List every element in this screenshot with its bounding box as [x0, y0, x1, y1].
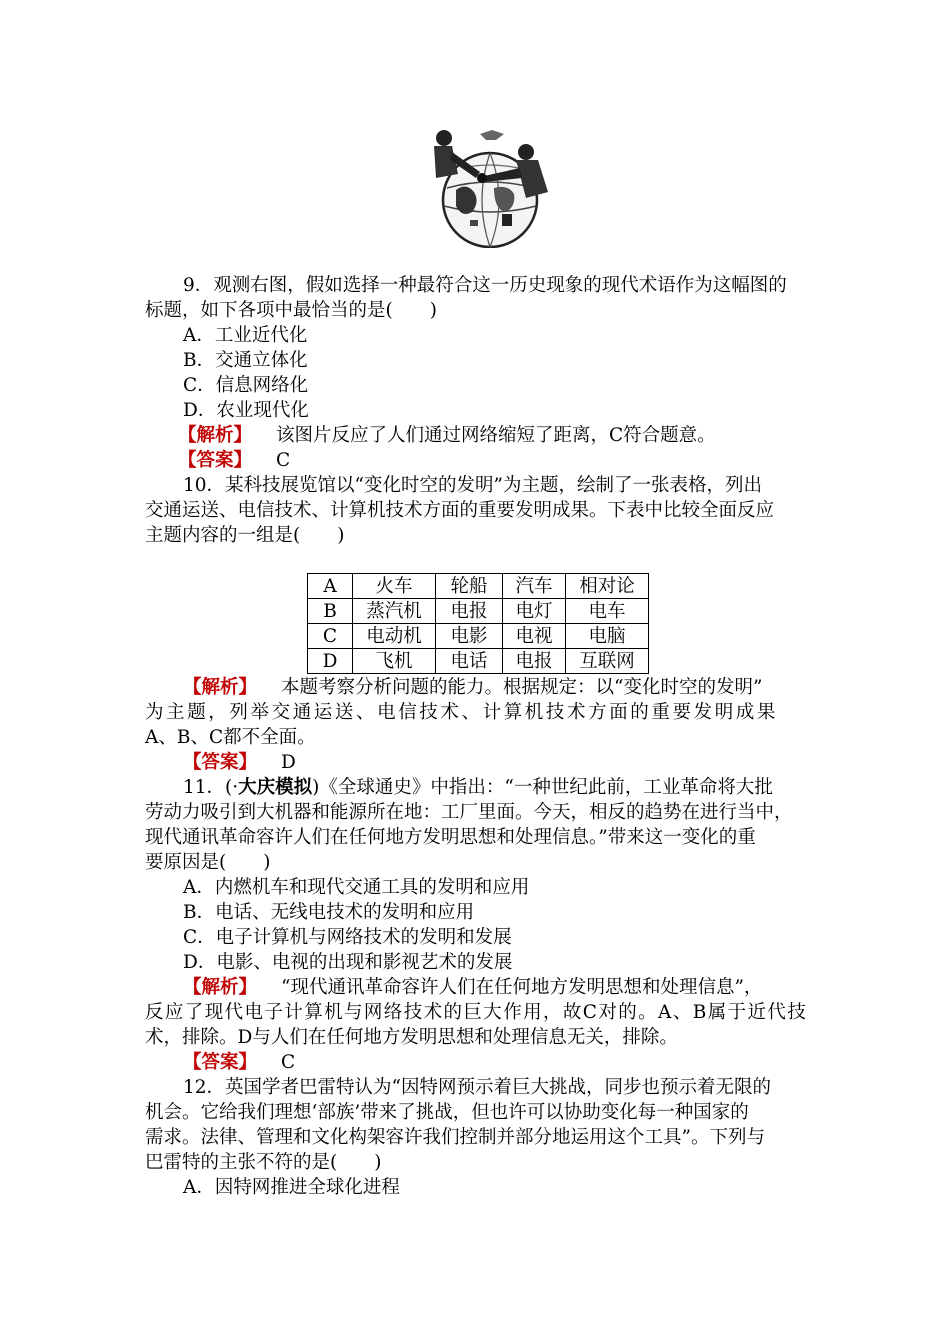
- table-cell: 电报: [503, 649, 566, 674]
- q10-analysis-line2: 为主题，列举交通运送、电信技术、计算机技术方面的重要发明成果: [145, 702, 779, 723]
- q11-option-c: C．电子计算机与网络技术的发明和发展: [183, 927, 512, 948]
- q11-stem-line4: 要原因是( ): [145, 852, 271, 873]
- table-cell: 蒸汽机: [353, 599, 436, 624]
- q9-analysis-text: 该图片反应了人们通过网络缩短了距离，C符合题意。: [276, 425, 716, 446]
- analysis-tag: 【解析】: [183, 677, 258, 698]
- q9-stem-line1: 9．观测右图，假如选择一种最符合这一历史现象的现代术语作为这幅图的: [183, 275, 787, 296]
- q11-analysis-line3: 术，排除。D与人们在任何地方发明思想和处理信息无关，排除。: [145, 1027, 678, 1048]
- table-cell: 电报: [436, 599, 503, 624]
- q12-stem-line4: 巴雷特的主张不符的是( ): [145, 1152, 382, 1173]
- table-row: [308, 624, 649, 649]
- table-cell: 汽车: [503, 574, 566, 599]
- q10-stem-line2: 交通运送、电信技术、计算机技术方面的重要发明成果。下表中比较全面反应: [145, 500, 775, 521]
- table-cell: 飞机: [353, 649, 436, 674]
- globe-handshake-figure: [422, 128, 560, 248]
- q12-stem-line1: 12．英国学者巴雷特认为“因特网预示着巨大挑战，同步也预示着无限的: [183, 1077, 772, 1098]
- q10-answer: [183, 750, 296, 775]
- q9-answer-text: C: [276, 450, 291, 471]
- q9-answer: [178, 448, 290, 473]
- q9-option-b: B．交通立体化: [183, 350, 308, 371]
- table-cell: B: [308, 599, 353, 624]
- q11-answer: [183, 1050, 295, 1075]
- q10-analysis-line3: A、B、C都不全面。: [145, 727, 316, 748]
- answer-tag: 【答案】: [178, 450, 253, 471]
- table-cell: 电动机: [353, 624, 436, 649]
- answer-tag: 【答案】: [183, 752, 258, 773]
- q12-option-a: A．因特网推进全球化进程: [183, 1177, 400, 1198]
- q11-analysis-text: “现代通讯革命容许人们在任何地方发明思想和处理信息”，: [281, 977, 763, 998]
- table-cell: 电脑: [566, 624, 649, 649]
- q11-analysis-line1: [183, 975, 762, 1000]
- q10-analysis-text: 本题考察分析问题的能力。根据规定：以“变化时空的发明”: [281, 677, 763, 698]
- q10-answer-text: D: [281, 752, 296, 773]
- q11-option-a: A．内燃机车和现代交通工具的发明和应用: [183, 877, 530, 898]
- table-cell: 电话: [436, 649, 503, 674]
- table-cell: 电影: [436, 624, 503, 649]
- q11-stem-rest: )《全球通史》中指出：“一种世纪此前，工业革命将大批: [312, 777, 773, 798]
- top-emblem-icon: [480, 130, 504, 140]
- handshake-icon: [477, 173, 487, 183]
- q10-stem-line1: 10．某科技展览馆以“变化时空的发明”为主题，绘制了一张表格，列出: [183, 475, 762, 496]
- q11-answer-text: C: [281, 1052, 296, 1073]
- table-cell: D: [308, 649, 353, 674]
- table-cell: 电视: [503, 624, 566, 649]
- q9-option-c: C．信息网络化: [183, 375, 309, 396]
- q12-stem-line2: 机会。它给我们理想‘部族’带来了挑战，但也许可以协助变化每一种国家的: [145, 1102, 749, 1123]
- table-row: [308, 649, 649, 674]
- table-cell: 火车: [353, 574, 436, 599]
- q11-stem-line3: 现代通讯革命容许人们在任何地方发明思想和处理信息。”带来这一变化的重: [145, 827, 756, 848]
- q9-analysis: [178, 423, 716, 448]
- table-cell: 轮船: [436, 574, 503, 599]
- q11-source: 大庆模拟: [238, 777, 313, 798]
- q12-stem-line3: 需求。法律、管理和文化构架容许我们控制并部分地运用这个工具”。下列与: [145, 1127, 765, 1148]
- q9-option-d: D．农业现代化: [183, 400, 309, 421]
- analysis-tag: 【解析】: [178, 425, 253, 446]
- q9-stem-line2: 标题，如下各项中最恰当的是( ): [145, 300, 437, 321]
- analysis-tag: 【解析】: [183, 977, 258, 998]
- table-cell: 互联网: [566, 649, 649, 674]
- q11-option-b: B．电话、无线电技术的发明和应用: [183, 902, 475, 923]
- q9-option-a: A．工业近代化: [183, 325, 308, 346]
- q10-analysis-line1: [183, 675, 762, 700]
- table-cell: 电灯: [503, 599, 566, 624]
- q11-number: 11．(·: [183, 777, 239, 798]
- left-man-icon: [434, 130, 480, 178]
- q11-stem-line2: 劳动力吸引到大机器和能源所在地：工厂里面。今天，相反的趋势在进行当中，: [145, 802, 793, 823]
- q10-options-table: [307, 573, 649, 674]
- table-cell: C: [308, 624, 353, 649]
- table-cell: A: [308, 574, 353, 599]
- table-row: [308, 574, 649, 599]
- table-row: [308, 599, 649, 624]
- q10-stem-line3: 主题内容的一组是( ): [145, 525, 345, 546]
- table-cell: 相对论: [566, 574, 649, 599]
- q11-analysis-line2: 反应了现代电子计算机与网络技术的巨大作用，故C对的。A、B属于近代技: [145, 1002, 808, 1023]
- answer-tag: 【答案】: [183, 1052, 258, 1073]
- table-cell: 电车: [566, 599, 649, 624]
- q11-option-d: D．电影、电视的出现和影视艺术的发展: [183, 952, 513, 973]
- q11-stem-line1: [183, 775, 773, 800]
